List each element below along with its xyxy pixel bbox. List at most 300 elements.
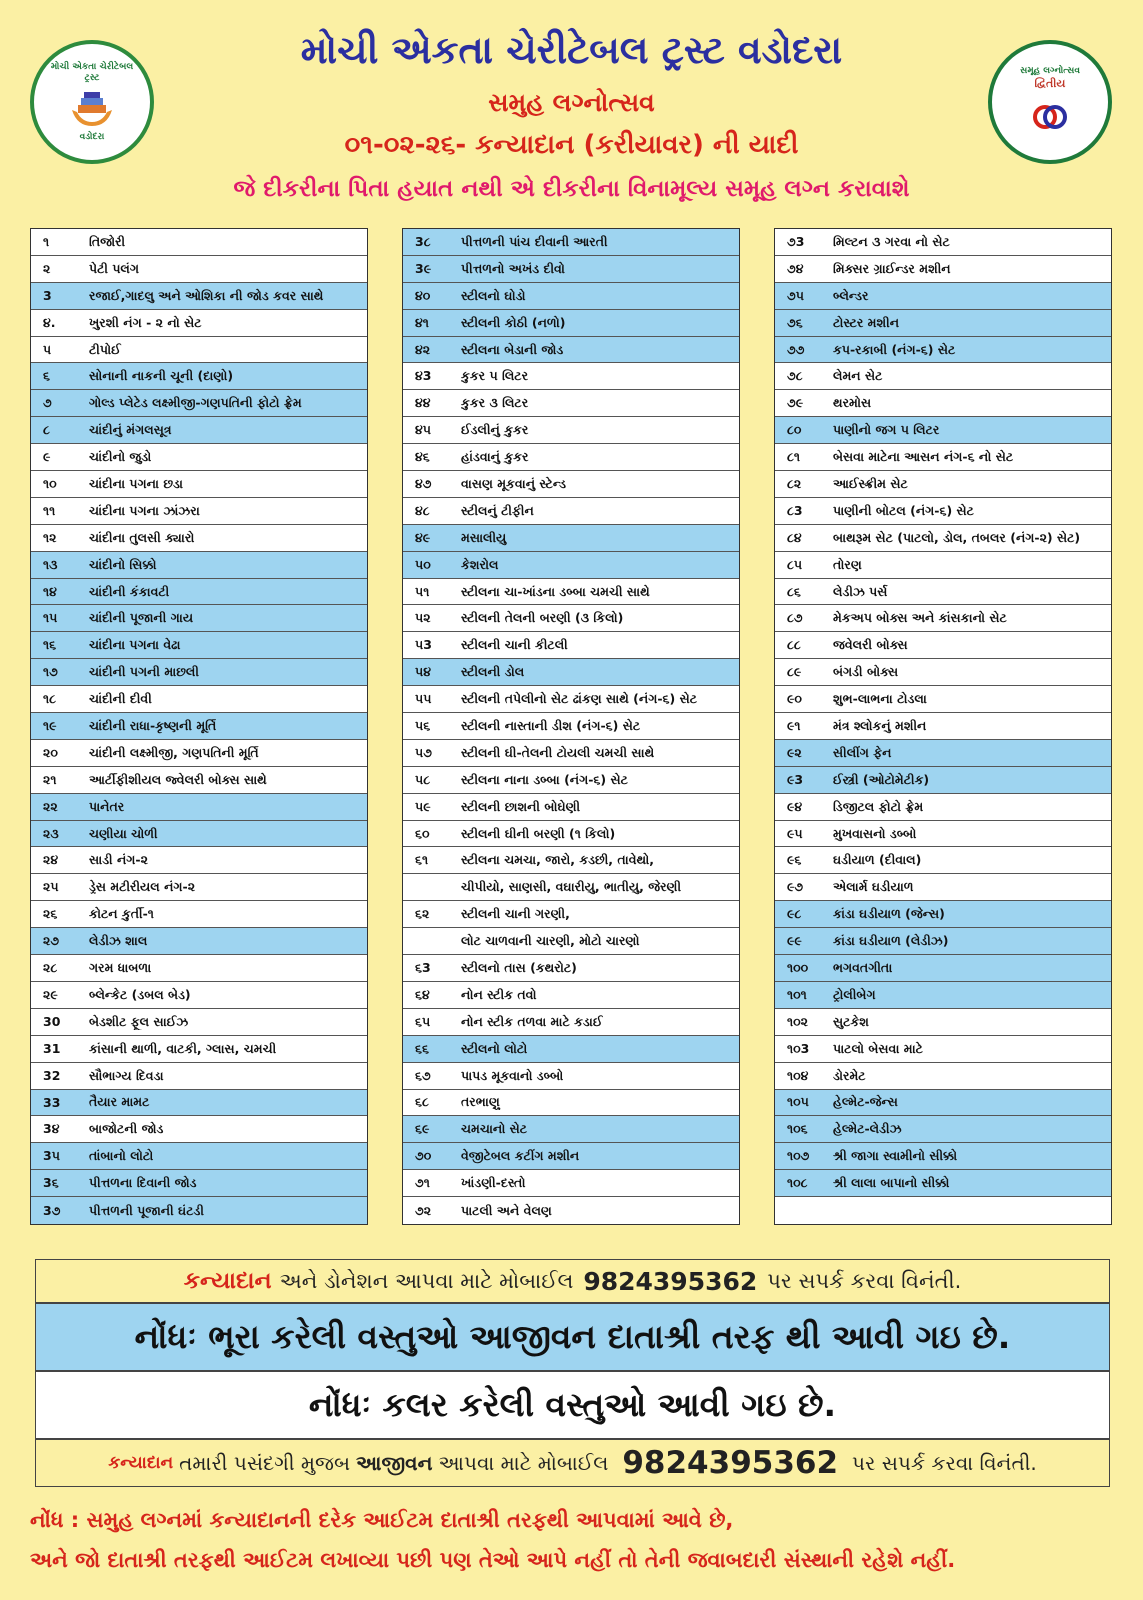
item-number: ૮૫ [787,556,803,572]
item-row [31,1090,367,1117]
item-row [31,740,367,767]
item-text: બેડશીટ ફૂલ સાઈઝ [89,1013,189,1029]
item-number: 3૫ [43,1148,60,1164]
item-text: સ્ટીલના ચા-ખાંડના ડબ્બા ચમચી સાથે [461,583,650,599]
item-text: કોટન કુર્તી-૧ [89,906,154,922]
item-text: સ્ટીલની ઘી-તેલની ટોયલી ચમચી સાથે [461,744,655,760]
item-text: મસાલીયુ [461,529,507,545]
item-row [403,605,739,632]
item-row [403,498,739,525]
item-text: સ્ટીલની ઘીની બરણી (૧ કિલો) [461,825,616,841]
item-text: લેડીઝ શાલ [89,933,148,949]
donation-request: પર સપર્ક કરવા વિનંતી. [767,1268,962,1293]
item-row [31,579,367,606]
item-row [31,686,367,713]
item-text: ચાંદીના પગના છડા [89,475,183,491]
trust-title: મોચી એકતા ચેરીટેબલ ટ્રસ્ટ વડોદરા [300,28,843,72]
item-text: ટીપોઈ [89,341,121,357]
item-row [31,605,367,632]
item-text: સ્ટીલની નાસ્તાની ડીશ (નંગ-૬) સેટ [461,717,641,733]
item-text: ચાંદીની લક્ષ્મીજી, ગણપતિની મૂર્તિ [89,744,259,760]
item-row [31,1009,367,1036]
item-number: ૪૦ [415,287,431,303]
item-row [31,471,367,498]
item-text: સ્ટીલનો ઘોડો [461,287,526,303]
item-text: ગરમ ધાબળા [89,959,152,975]
item-number: ૬૫ [415,1013,431,1029]
item-number: ૭ [43,395,52,411]
item-number: 3૮ [415,233,431,249]
item-row [403,1090,739,1117]
item-text: પીત્તળનો અખંડ દીવો [461,260,565,276]
item-text: કાંસાની થાળી, વાટકી, ગ્લાસ, ચમચી [89,1040,277,1056]
item-row [775,821,1111,848]
item-row [775,444,1111,471]
item-number: ૧૦૫ [787,1094,809,1110]
item-row [775,471,1111,498]
item-text: ટોસ્ટર મશીન [833,314,900,330]
donation-contact [35,1259,1110,1303]
item-text: પાણીની બોટલ (નંગ-૬) સેટ [833,502,974,518]
item-number: ૭૦ [415,1148,432,1164]
item-number: ૮૭ [787,610,803,626]
item-number: ૯૬ [787,852,802,868]
item-row [403,767,739,794]
item-row [403,1143,739,1170]
item-text: સ્ટીલની છાશની બોઘેણી [461,798,581,814]
item-number: ૮૮ [787,637,801,653]
item-number: ૧૦૧ [787,986,807,1002]
item-row [31,955,367,982]
item-row [403,229,739,256]
item-row [403,471,739,498]
item-number: ૫૨ [415,610,431,626]
item-number: ૧૧ [43,502,56,518]
item-number: ૧૨ [43,529,57,545]
item-number: ૭૪ [787,260,804,276]
item-text: ચાંદીના પગના ઝાંઝરા [89,502,200,518]
item-text: બ્લેન્કેટ (ડબલ બેડ) [89,986,191,1002]
item-row [775,1116,1111,1143]
item-number: ૧૦૪ [787,1067,809,1083]
item-row [31,794,367,821]
item-row [31,256,367,283]
note-brown-items: નોંધઃ ભૂરા કરેલી વસ્તુઓ આજીવન દાતાશ્રી તરફ થી આવી ગઇ છે. [35,1303,1110,1371]
item-number: ૬૪ [415,986,430,1002]
item-row [775,767,1111,794]
item-number: પ [43,341,52,357]
item-row [31,713,367,740]
item-row [31,310,367,337]
item-text: સ્ટીલના બેડાની જોડ [461,341,564,357]
item-row [31,1063,367,1090]
item-text: પાપડ મૂકવાનો ડબ્બો [461,1067,564,1083]
donation-lead: કન્યાદાન [183,1268,272,1294]
item-row [775,579,1111,606]
item-number: ૨૧ [43,771,57,787]
items-column-2 [402,228,740,1225]
item-row [775,1197,1111,1224]
donation-text: અને ડોનેશન આપવા માટે મોબાઈલ [279,1268,574,1293]
item-row [775,390,1111,417]
item-text: લેમન સેટ [833,368,883,384]
item-row [403,1036,739,1063]
item-number: ૬૬ [415,1040,430,1056]
item-row [403,1170,739,1197]
item-number: ૫૦ [415,556,431,572]
item-row [775,632,1111,659]
item-text: ચાંદીની પૂજાની ગાય [89,610,194,626]
item-row [31,767,367,794]
item-number: ૪૧ [415,314,429,330]
item-row [403,1116,739,1143]
item-row [775,928,1111,955]
item-text: કેશરોલ [461,556,499,572]
item-text: પાણીનો જગ ૫ લિટર [833,422,940,438]
festival-logo-badge: દ્વિતીય [1034,76,1066,90]
item-text: પીત્તળની પાંચ દીવાની આરતી [461,233,608,249]
item-row [31,901,367,928]
item-number: ૭૨ [415,1202,432,1218]
item-number: 3૯ [415,260,432,276]
item-text: ચાંદીનો જુડો [89,449,152,465]
item-text: મિક્સર ગ્રાઈન્ડર મશીન [833,260,951,276]
item-text: વાસણ મૂકવાનું સ્ટેન્ડ [461,475,566,491]
item-row [775,659,1111,686]
disclaimer-line-1: નોંધ : સમુહ લગ્નમાં કન્યાદાનની દરેક આઈટમ દાતાશ્રી તરફથી આપવામાં આવે છે, [30,1508,734,1532]
trust-logo-ring-text: મોચી એકતા ચેરીટેબલ ટ્રસ્ટ [50,62,134,83]
item-row [775,1090,1111,1117]
item-row [31,1143,367,1170]
item-number: ૬૯ [415,1121,430,1137]
item-text: કપ-રકાબી (નંગ-૬) સેટ [833,341,956,357]
note-colored-items: નોંધઃ કલર કરેલી વસ્તુઓ આવી ગઇ છે. [35,1371,1110,1439]
item-row [403,794,739,821]
lifetime-text: તમારી પસંદગી મુજબ [179,1451,351,1475]
item-text: આર્ટીફીશીયલ જ્વેલરી બોક્સ સાથે [89,771,267,787]
item-number: ૧૦3 [787,1040,810,1056]
item-text: શ્રી લાલા બાપાનો સીક્કો [833,1175,950,1191]
item-row [31,821,367,848]
item-number: 30 [43,1014,61,1030]
item-row [775,955,1111,982]
item-row [775,229,1111,256]
item-row [31,659,367,686]
item-number: ૯3 [787,771,804,787]
item-row [403,390,739,417]
item-text: ખાંડણી-દસ્તો [461,1175,526,1191]
item-text: નોન સ્ટીક તળવા માટે કડાઈ [461,1013,603,1029]
item-text: તિજોરી [89,233,126,249]
item-text: ચાંદીના તુલસી ક્યારો [89,529,195,545]
item-number: ૨૭ [43,933,60,949]
item-row [775,310,1111,337]
item-text: સીલીંગ ફેન [833,744,892,760]
item-number: ૨૪ [43,852,59,868]
donation-phone[interactable]: 9824395362 [583,1266,758,1296]
item-number: ૪૭ [415,475,432,491]
item-number: ૪૨ [415,341,431,357]
item-number: ૮૬ [787,583,801,599]
trust-logo-city: વડોદરા [79,132,105,142]
festival-logo-ring-text: સમૂહ લગ્નોત્સવ [1020,65,1080,76]
item-row [403,310,739,337]
item-row [403,955,739,982]
item-number: ૯૦ [787,691,802,707]
item-number: ૨૩ [43,825,59,841]
item-row [31,982,367,1009]
item-row [31,283,367,310]
item-row [775,794,1111,821]
item-text: આઈસ્ક્રીમ સેટ [833,475,908,491]
item-number: ૫૪ [415,664,431,680]
item-number: 33 [43,1094,61,1110]
item-text: કાંડા ઘડીયાળ (લેડીઝ) [833,933,949,949]
item-text: ખુરશી નંગ - ૨ નો સેટ [89,314,202,330]
item-row [775,283,1111,310]
item-number: ૨ [43,260,51,276]
item-row [775,1143,1111,1170]
item-text: ચાંદીની દીવી [89,691,152,707]
item-row [403,982,739,1009]
item-row [403,821,739,848]
item-row [31,390,367,417]
item-number: ૧૩ [43,556,58,572]
item-row [31,552,367,579]
item-number: ૨૮ [43,959,58,975]
item-number: ૭૭ [787,341,805,357]
item-text: સ્ટીલના ચમચા, જારો, કડછી, તાવેથો, [461,852,654,868]
item-number: ૯૫ [787,825,803,841]
item-row [775,901,1111,928]
lifetime-bold: આજીવન [356,1451,433,1475]
item-number: ૬3 [415,959,431,975]
item-row [31,847,367,874]
lifetime-phone[interactable]: 9824395362 [622,1445,839,1481]
item-number: ૫૬ [415,717,431,733]
item-number: ૯૭ [787,879,804,895]
item-number: ૧૫ [43,610,58,626]
item-number: ૨૬ [43,906,58,922]
item-number: 31 [43,1041,61,1057]
item-text: મેકઅપ બોક્સ અને કાંસકાનો સેટ [833,610,1007,626]
lifetime-contact [35,1439,1110,1487]
item-text: રજાઈ,ગાદલુ અને ઓશિકા ની જોડ કવર સાથે [89,287,324,303]
item-row [31,632,367,659]
item-number: ૯૮ [787,906,802,922]
item-text: સોનાની નાકની ચૂની (દાણો) [89,368,234,384]
item-row [775,337,1111,364]
item-number: ૫૫ [415,691,432,707]
item-row [31,928,367,955]
item-text: પીત્તળની પૂજાની ઘંટડી [89,1202,204,1218]
tagline: જે દીકરીના પિતા હયાત નથી એ દીકરીના વિનામૂલ્ય સમૂહ લગ્ન કરાવાશે [233,176,910,202]
item-number: ૮ [43,422,50,438]
item-row [31,444,367,471]
item-text: કાંડા ઘડીયાળ (જેન્સ) [833,906,945,922]
item-number: ૪૪ [415,395,431,411]
item-text: ચાંદીના પગના વેઢા [89,637,181,653]
item-text: સ્ટીલના નાના ડબ્બા (નંગ-૬) સેટ [461,771,628,787]
item-row [31,498,367,525]
item-number: ૫3 [415,637,432,653]
item-number: ૧૦૭ [787,1148,810,1164]
item-row [403,713,739,740]
item-row [31,229,367,256]
item-row [775,713,1111,740]
item-number: ૨૨ [43,798,58,814]
item-number: ૧૦ [43,475,57,491]
item-number: ૧૦૮ [787,1175,808,1191]
item-row [775,256,1111,283]
item-text: વેજીટેબલ કટીંગ મશીન [461,1148,580,1164]
item-number: ૬૮ [415,1094,429,1110]
item-text: તરભાણુ [461,1094,500,1110]
item-text: સ્ટીલનો તાસ (કથરોટ) [461,959,577,975]
item-text: પાનેતર [89,798,125,814]
item-text: કુકર ૫ લિટર [461,368,529,384]
item-row [775,847,1111,874]
item-text: હેલ્મેટ-લેડીઝ [833,1121,902,1137]
item-text: થરમોસ [833,395,872,411]
item-text: શ્રી જાગા સ્વામીનો સીક્કો [833,1148,958,1164]
item-text: સુટકેશ [833,1013,869,1029]
item-number: ૧૪ [43,583,57,599]
item-text: ચાંદીનો સિક્કો [89,556,157,572]
item-text: ડ્રેસ મટીરીયલ નંગ-૨ [89,879,196,895]
item-row [403,256,739,283]
item-number: ૧૦૨ [787,1013,808,1029]
item-text: મુખવાસનો ડબ્બો [833,825,917,841]
item-row [403,579,739,606]
item-text: સ્ટીલની તપેલીનો સેટ ઢાંકણ સાથે (નંગ-૬) સેટ [461,691,697,707]
item-number: ૮૪ [787,529,802,545]
item-row [31,1197,367,1224]
item-text: પાટલો બેસવા માટે [833,1040,923,1056]
item-text: એલાર્મ ઘડીયાળ [833,879,914,895]
item-text: ચીપીયો, સાણસી, વઘારીયુ, ભાતીયુ, જેરણી [461,879,682,895]
item-text: સ્ટીલની ચાની કીટલી [461,637,568,653]
item-number: ૭૮ [787,368,803,384]
item-row [31,363,367,390]
item-text: મિલ્ટન ૩ ગરવા નો સેટ [833,233,950,249]
item-number: 32 [43,1068,61,1084]
item-row [775,1063,1111,1090]
item-text: જવેલરી બોક્સ [833,637,908,653]
item-text: ભગવતગીતા [833,959,893,975]
lifetime-request: પર સપર્ક કરવા વિનંતી. [852,1451,1037,1475]
item-row [403,283,739,310]
item-text: શુભ-લાભના ટોડલા [833,691,927,707]
item-number: ૮૯ [787,664,802,680]
item-text: લેડીઝ પર્સ [833,583,888,599]
item-number: ૭૯ [787,395,804,411]
item-number: ૯૯ [787,933,802,949]
item-text: બાથરૂમ સેટ (પાટલો, ડોલ, તબલર (નંગ-૨) સેટ) [833,529,1081,545]
item-number: ૧૦૦ [787,959,809,975]
item-text: ગોલ્ડ પ્લેટેડ લક્ષ્મીજી-ગણપતિની ફોટો ફ્રેમ [89,395,302,411]
item-row [403,1197,739,1224]
item-number: ૪3 [415,368,432,384]
item-number: ૮૧ [787,449,801,465]
item-number: ૬૧ [415,852,429,868]
item-number: ૨૯ [43,986,58,1002]
item-number: ૪૫ [415,422,431,438]
item-row [403,659,739,686]
item-row [775,417,1111,444]
item-number: ૬૨ [415,906,430,922]
item-text: સ્ટીલનું ટીફીન [461,502,534,518]
item-row [31,1036,367,1063]
item-number: ૪૯ [415,529,431,545]
item-row [31,525,367,552]
item-number: ૭૬ [787,314,803,330]
list-title: ૦૧-૦૨-૨૬- કન્યાદાન (કરીયાવર) ની યાદી [344,130,799,160]
item-text: સાડી નંગ-૨ [89,852,148,868]
item-number: ૮3 [787,502,803,518]
item-row [775,874,1111,901]
item-text: પાટલી અને વેલણ [461,1202,552,1218]
item-row [775,982,1111,1009]
item-row [31,874,367,901]
item-number: ૬૭ [415,1067,431,1083]
item-text: સ્ટીલનો લોટો [461,1040,528,1056]
item-number: ૧૮ [43,691,57,707]
item-row [31,1116,367,1143]
item-row [403,928,739,955]
item-text: ચાંદીની કંકાવટી [89,583,170,599]
item-text: ઈડલીનું કુકર [461,422,529,438]
item-number: 3૬ [43,1175,59,1191]
item-row [31,337,367,364]
item-text: ચણીયા ચોળી [89,825,158,841]
item-text: સ્ટીલની તેલની બરણી (૩ કિલો) [461,610,624,626]
item-row [775,552,1111,579]
item-number: ૯૧ [787,717,801,733]
item-number: ૪. [43,314,56,330]
item-number: ૫૧ [415,583,430,599]
item-row [403,363,739,390]
item-number: ૯૨ [787,744,802,760]
event-subtitle: સમુહ લગ્નોત્સવ [488,88,655,117]
item-text: બ્લેન્ડર [833,287,869,303]
item-row [403,444,739,471]
item-row [31,1170,367,1197]
item-row [775,1036,1111,1063]
item-number: ૯૪ [787,798,803,814]
item-text: કુકર ૩ લિટર [461,395,529,411]
item-number: ૪૬ [415,449,430,465]
item-number: ૭૫ [787,287,804,303]
item-row [403,417,739,444]
disclaimer-line-2: અને જો દાતાશ્રી તરફથી આઈટમ લખાવ્યા પછી પણ તેઓ આપે નહીં તો તેની જવાબદારી સંસ્થાની રહેશે નહીં. [30,1548,956,1572]
item-row [403,740,739,767]
item-row [403,1009,739,1036]
item-text: તોરણ [833,556,862,572]
item-row [775,686,1111,713]
item-text: હાંડવાનું કુકર [461,449,529,465]
item-number: ૨૦ [43,744,58,760]
item-row [403,337,739,364]
item-text: બેસવા માટેના આસન નંગ-૬ નો સેટ [833,449,1014,465]
item-number: ૨૫ [43,879,59,895]
item-text: ચાંદીની પગની માછલી [89,664,199,680]
item-number: 3 [43,288,52,304]
item-text: ઈસ્ત્રી (ઓટોમેટીક) [833,771,930,787]
item-number: ૧૬ [43,637,57,653]
items-column-3 [774,228,1112,1225]
item-row [403,552,739,579]
